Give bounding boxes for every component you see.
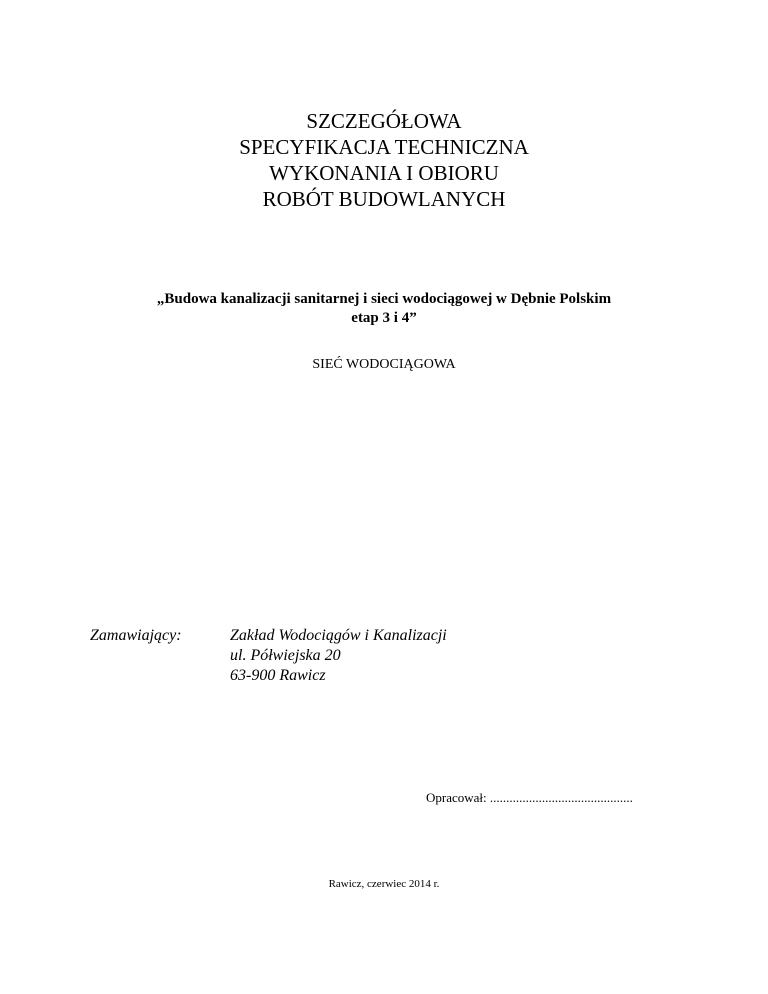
title-line: ROBÓT BUDOWLANYCH: [262, 187, 506, 211]
document-subtitle: SIEĆ WODOCIĄGOWA: [312, 357, 456, 372]
title-line: SPECYFIKACJA TECHNICZNA: [239, 135, 529, 159]
title-line: SZCZEGÓŁOWA: [306, 109, 462, 133]
place-and-date: Rawicz, czerwiec 2014 r.: [328, 878, 440, 890]
project-name-line: etap 3 i 4”: [351, 310, 417, 326]
client-label: Zamawiający:: [90, 627, 182, 644]
client-address-line: Zakład Wodociągów i Kanalizacji: [230, 627, 447, 644]
prepared-by: Opracował: ............................................: [426, 790, 633, 805]
client-address: [230, 626, 447, 686]
project-name-line: „Budowa kanalizacji sanitarnej i sieci wodociągowej w Dębnie Polskim: [156, 291, 612, 307]
client-address-line: ul. Półwiejska 20: [230, 647, 341, 664]
client-address-line: 63-900 Rawicz: [230, 667, 326, 684]
title-line: WYKONANIA I OBIORU: [269, 161, 499, 185]
document-title: [0, 108, 768, 212]
project-name: [0, 290, 768, 328]
